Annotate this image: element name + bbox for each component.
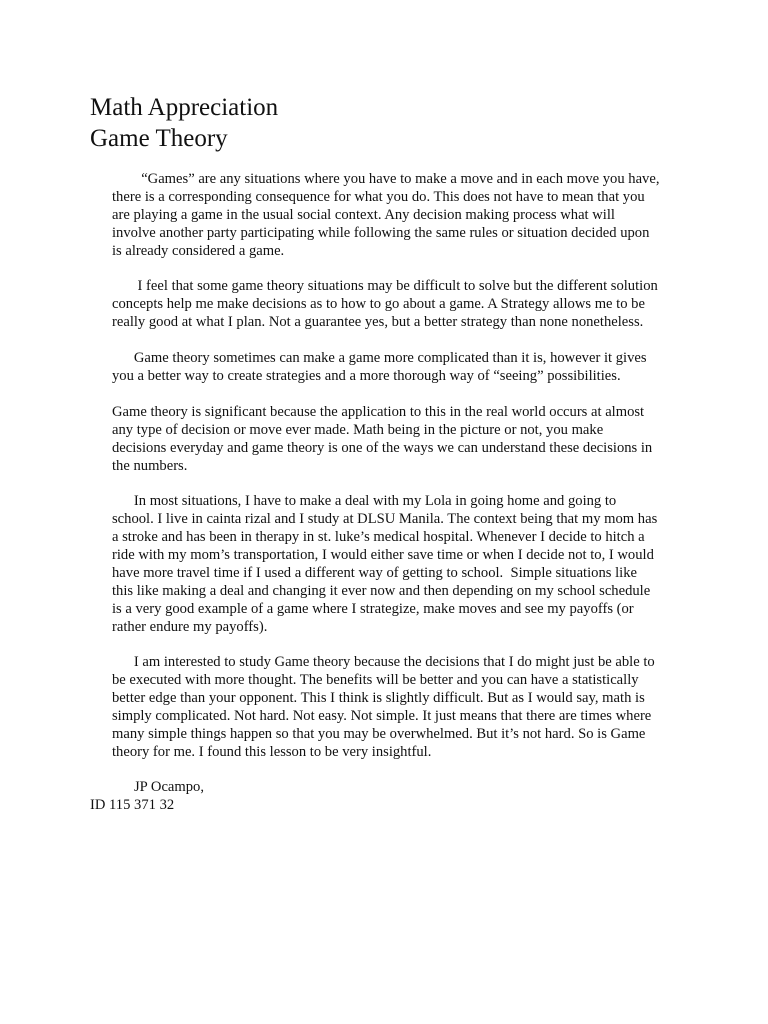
paragraph-line: many simple things happen so that you may be overwhelmed. But it’s not hard. So is Game <box>112 726 646 742</box>
paragraph-line: better edge than your opponent. This I think is slightly difficult. But as I would say, math is <box>112 690 645 706</box>
paragraph-line: ride with my mom’s transportation, I would either save time or when I decide not to, I would <box>112 547 654 563</box>
paragraph-2 <box>112 277 677 331</box>
paragraph-line: involve another party participating while following the same rules or situation decided upon <box>112 225 650 241</box>
author-name: JP Ocampo, <box>134 779 204 795</box>
paragraph-line: I am interested to study Game theory because the decisions that I do might just be able to <box>112 654 655 670</box>
paragraph-4 <box>112 403 677 475</box>
paragraph-3 <box>112 349 677 385</box>
paragraph-line: decisions everyday and game theory is one of the ways we can understand these decisions in <box>112 440 653 456</box>
paragraph-line: have more travel time if I used a different way of getting to school. Simple situations like <box>112 565 637 581</box>
paragraph-line: the numbers. <box>112 458 188 474</box>
paragraph-line: Game theory is significant because the application to this in the real world occurs at almost <box>112 404 645 420</box>
paragraph-line: any type of decision or move ever made. Math being in the picture or not, you make <box>112 422 604 438</box>
author-id: ID 115 371 32 <box>90 797 175 813</box>
paragraph-line: is already considered a game. <box>112 243 285 259</box>
paragraph-line: simply complicated. Not hard. Not easy. Not simple. It just means that there are times where <box>112 708 652 724</box>
paragraph-line: “Games” are any situations where you have to make a move and in each move you have, <box>112 171 660 187</box>
paragraph-line: is a very good example of a game where I strategize, make moves and see my payoffs (or <box>112 601 634 617</box>
document-title: Math Appreciation <box>90 94 279 121</box>
paragraph-line: Game theory sometimes can make a game more complicated than it is, however it gives <box>112 350 647 366</box>
paragraph-line: you a better way to create strategies and a more thorough way of “seeing” possibilities. <box>112 368 621 384</box>
paragraph-line: theory for me. I found this lesson to be very insightful. <box>112 744 432 760</box>
paragraph-6 <box>112 653 677 761</box>
paragraph-line: school. I live in cainta rizal and I study at DLSU Manila. The context being that my mom has <box>112 511 658 527</box>
document-subtitle: Game Theory <box>90 125 228 152</box>
paragraph-line: this like making a deal and changing it ever now and then depending on my school schedule <box>112 583 651 599</box>
paragraph-line: a stroke and has been in therapy in st. luke’s medical hospital. Whenever I decide to hitch a <box>112 529 645 545</box>
paragraph-line: I feel that some game theory situations may be difficult to solve but the different solution <box>112 278 658 294</box>
paragraph-line: there is a corresponding consequence for what you do. This does not have to mean that you <box>112 189 645 205</box>
paragraph-line: rather endure my payoffs). <box>112 619 268 635</box>
paragraph-line: concepts help me make decisions as to how to go about a game. A Strategy allows me to be <box>112 296 645 312</box>
paragraph-line: really good at what I plan. Not a guarantee yes, but a better strategy than none nonetheless. <box>112 314 644 330</box>
paragraph-line: In most situations, I have to make a deal with my Lola in going home and going to <box>112 493 617 509</box>
paragraph-line: be executed with more thought. The benefits will be better and you can have a statistically <box>112 672 639 688</box>
paragraph-5 <box>112 492 677 636</box>
paragraph-1 <box>112 170 677 260</box>
paragraph-line: are playing a game in the usual social context. Any decision making process what will <box>112 207 615 223</box>
